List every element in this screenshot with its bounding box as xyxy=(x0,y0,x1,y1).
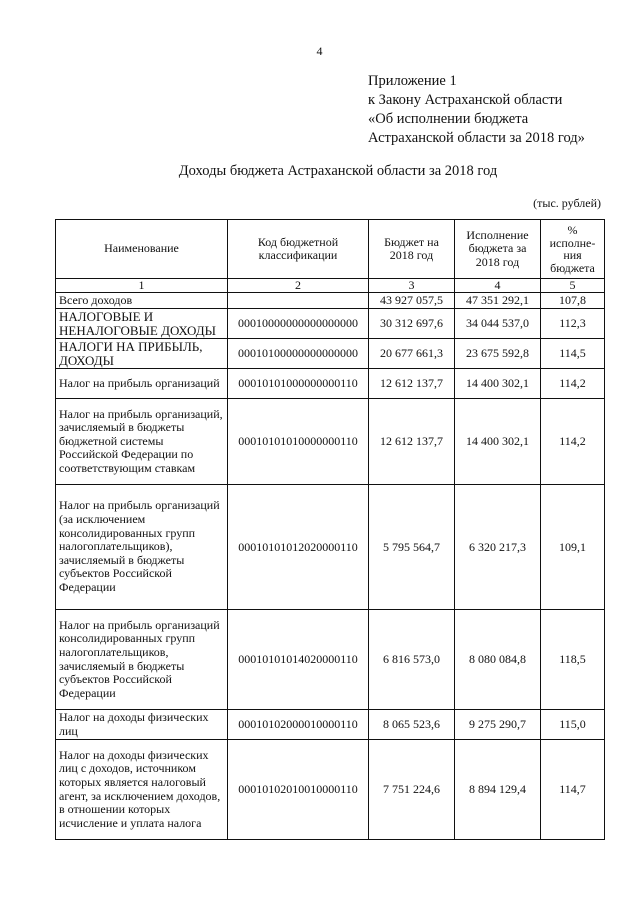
row-percent: 112,3 xyxy=(541,309,605,339)
row-budget: 8 065 523,6 xyxy=(369,710,455,740)
row-execution: 9 275 290,7 xyxy=(455,710,541,740)
appendix-line: Приложение 1 xyxy=(368,73,457,89)
row-budget: 12 612 137,7 xyxy=(369,369,455,399)
row-code: 00010100000000000000 xyxy=(228,339,369,369)
column-number: 5 xyxy=(541,279,605,293)
revenue-table xyxy=(55,219,605,840)
column-number: 4 xyxy=(455,279,541,293)
row-execution: 14 400 302,1 xyxy=(455,369,541,399)
units-label: (тыс. рублей) xyxy=(533,196,601,210)
row-budget: 6 816 573,0 xyxy=(369,610,455,710)
header-percent: % исполне-ния бюджета xyxy=(541,220,605,279)
column-number: 1 xyxy=(56,279,228,293)
row-name: Налог на доходы физических лиц с доходов, источником которых является налоговый агент, за исключением доходов, в отношении которых исчисление и уплата налога xyxy=(56,740,228,840)
column-number: 3 xyxy=(369,279,455,293)
row-percent: 114,7 xyxy=(541,740,605,840)
row-budget: 7 751 224,6 xyxy=(369,740,455,840)
row-name: Всего доходов xyxy=(56,293,228,309)
table-row xyxy=(56,309,605,339)
row-percent: 114,5 xyxy=(541,339,605,369)
table-row xyxy=(56,740,605,840)
table-row xyxy=(56,710,605,740)
table-row xyxy=(56,485,605,610)
row-code: 00010102010010000110 xyxy=(228,740,369,840)
row-percent: 107,8 xyxy=(541,293,605,309)
row-percent: 114,2 xyxy=(541,399,605,485)
row-budget: 5 795 564,7 xyxy=(369,485,455,610)
header-code: Код бюджетной классификации xyxy=(228,220,369,279)
table-header-row xyxy=(56,220,605,279)
appendix-line: «Об исполнении бюджета xyxy=(368,111,529,127)
row-name: Налог на прибыль организаций консолидированных групп налогоплательщиков, зачисляемый в бюджеты субъектов Российской Федерации xyxy=(56,610,228,710)
row-budget: 12 612 137,7 xyxy=(369,399,455,485)
page-number: 4 xyxy=(316,44,323,58)
row-code: 00010101012020000110 xyxy=(228,485,369,610)
row-execution: 8 080 084,8 xyxy=(455,610,541,710)
row-budget: 20 677 661,3 xyxy=(369,339,455,369)
row-name: Налог на доходы физических лиц xyxy=(56,710,228,740)
row-name: Налог на прибыль организаций (за исключением консолидированных групп налогоплательщиков), зачисляемый в бюджеты субъектов Российской Федерации xyxy=(56,485,228,610)
row-execution: 23 675 592,8 xyxy=(455,339,541,369)
row-percent: 118,5 xyxy=(541,610,605,710)
appendix-line: к Закону Астраханской области xyxy=(368,92,563,108)
row-execution: 34 044 537,0 xyxy=(455,309,541,339)
row-code: 00010101000000000110 xyxy=(228,369,369,399)
row-code: 00010000000000000000 xyxy=(228,309,369,339)
table-row xyxy=(56,369,605,399)
row-name: Налог на прибыль организаций xyxy=(56,369,228,399)
row-code xyxy=(228,293,369,309)
row-code: 00010102000010000110 xyxy=(228,710,369,740)
appendix-line: Астраханской области за 2018 год» xyxy=(368,130,585,146)
header-execution: Исполнение бюджета за 2018 год xyxy=(455,220,541,279)
header-budget: Бюджет на 2018 год xyxy=(369,220,455,279)
column-numbers-row xyxy=(56,279,605,293)
row-execution: 8 894 129,4 xyxy=(455,740,541,840)
row-name: Налог на прибыль организаций, зачисляемый в бюджеты бюджетной системы Российской Федерации по соответствующим ставкам xyxy=(56,399,228,485)
table-row xyxy=(56,399,605,485)
document-title: Доходы бюджета Астраханской области за 2018 год xyxy=(178,163,498,179)
row-percent: 109,1 xyxy=(541,485,605,610)
row-execution: 14 400 302,1 xyxy=(455,399,541,485)
row-percent: 115,0 xyxy=(541,710,605,740)
header-name: Наименование xyxy=(56,220,228,279)
table-row xyxy=(56,610,605,710)
row-budget: 30 312 697,6 xyxy=(369,309,455,339)
table-row xyxy=(56,339,605,369)
table-row xyxy=(56,293,605,309)
row-code: 00010101010000000110 xyxy=(228,399,369,485)
row-name: НАЛОГИ НА ПРИБЫЛЬ, ДОХОДЫ xyxy=(56,339,228,369)
row-code: 00010101014020000110 xyxy=(228,610,369,710)
appendix-note xyxy=(368,72,585,148)
row-execution: 6 320 217,3 xyxy=(455,485,541,610)
row-name: НАЛОГОВЫЕ И НЕНАЛОГОВЫЕ ДОХОДЫ xyxy=(56,309,228,339)
column-number: 2 xyxy=(228,279,369,293)
row-percent: 114,2 xyxy=(541,369,605,399)
row-execution: 47 351 292,1 xyxy=(455,293,541,309)
row-budget: 43 927 057,5 xyxy=(369,293,455,309)
